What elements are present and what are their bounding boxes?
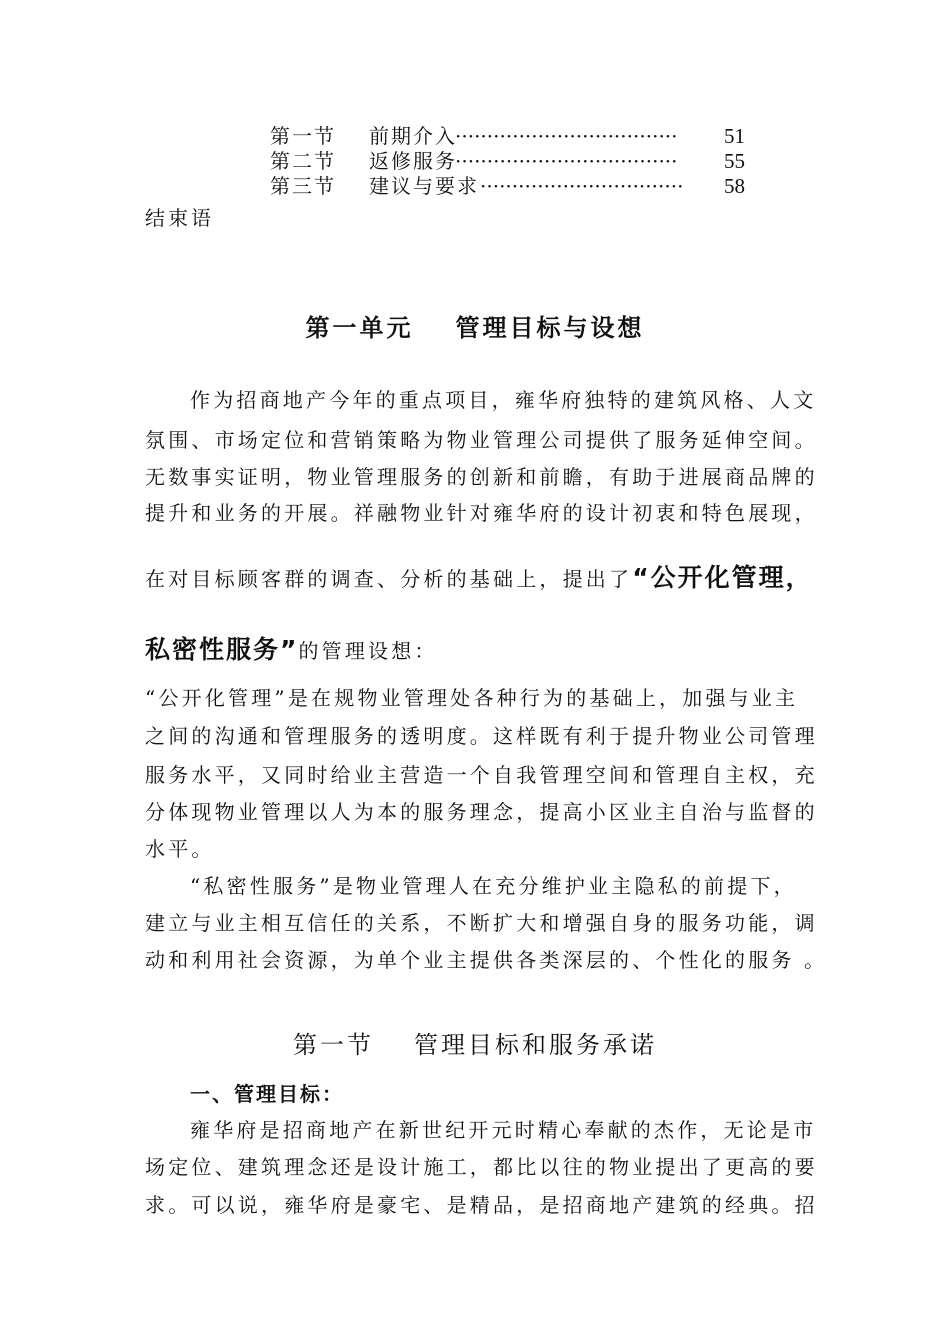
subheading: 一、管理目标： — [190, 1082, 344, 1106]
toc-entry — [0, 124, 950, 148]
paragraph-line — [145, 630, 438, 666]
toc-entry — [0, 149, 950, 173]
toc-leader-dots: ··································· — [455, 124, 678, 148]
paragraph-line: 分体现物业管理以人为本的服务理念，提高小区业主自治与监督的 — [145, 800, 818, 824]
paragraph-line: 无数事实证明，物业管理服务的创新和前瞻，有助于进展商品牌的 — [145, 465, 818, 489]
motto-bold-text: “公开化管理， — [632, 563, 813, 592]
toc-section-number: 第一节 — [270, 124, 336, 148]
closing-remarks-label: 结束语 — [145, 206, 214, 230]
toc-entry — [0, 174, 950, 198]
paragraph-line: “公开化管理”是在规物业管理处各种行为的基础上，加强与业主 — [145, 686, 799, 710]
toc-page-number: 51 — [724, 124, 745, 148]
paragraph-line: 作为招商地产今年的重点项目，雍华府独特的建筑风格、人文 — [190, 388, 817, 412]
unit-title: 管理目标与设想 — [455, 314, 645, 342]
paragraph-line: “私密性服务”是物业管理人在充分维护业主隐私的前提下， — [190, 874, 797, 898]
toc-section-number: 第三节 — [270, 174, 336, 198]
toc-page-number: 58 — [724, 174, 745, 198]
paragraph-line: 雍华府是招商地产在新世纪开元时精心奉献的杰作，无论是市 — [190, 1118, 817, 1142]
section-heading — [0, 1025, 950, 1060]
paragraph-line: 提升和业务的开展。祥融物业针对雍华府的设计初衷和特色展现， — [145, 501, 818, 525]
toc-section-title: 前期介入 — [369, 124, 457, 148]
paragraph-text: 的管理设想： — [298, 639, 438, 663]
toc-leader-dots: ································ — [480, 174, 684, 198]
toc-section-title: 建议与要求 — [369, 174, 479, 198]
paragraph-line: 求。可以说，雍华府是豪宅、是精品，是招商地产建筑的经典。招 — [145, 1193, 818, 1217]
section-number: 第一节 — [293, 1031, 374, 1059]
paragraph-line — [145, 558, 813, 594]
toc-page-number: 55 — [724, 149, 745, 173]
section-title: 管理目标和服务承诺 — [414, 1031, 657, 1059]
paragraph-line: 动和利用社会资源，为单个业主提供各类深层的、个性化的服务 。 — [145, 948, 828, 972]
paragraph-line: 水平。 — [145, 837, 215, 861]
toc-leader-dots: ··································· — [455, 149, 678, 173]
paragraph-line: 场定位、建筑理念还是设计施工，都比以往的物业提出了更高的要 — [145, 1155, 818, 1179]
paragraph-line: 之间的沟通和管理服务的透明度。这样既有利于提升物业公司管理 — [145, 724, 818, 748]
unit-heading — [0, 308, 950, 343]
paragraph-text: 在对目标顾客群的调查、分析的基础上，提出了 — [145, 567, 633, 591]
paragraph-line: 服务水平，又同时给业主营造一个自我管理空间和管理自主权，充 — [145, 763, 818, 787]
toc-section-number: 第二节 — [270, 149, 336, 173]
motto-bold-text: 私密性服务” — [145, 635, 299, 664]
paragraph-line: 建立与业主相互信任的关系，不断扩大和增强自身的服务功能，调 — [145, 911, 818, 935]
unit-number: 第一单元 — [305, 314, 414, 342]
paragraph-line: 氛围、市场定位和营销策略为物业管理公司提供了服务延伸空间。 — [145, 428, 818, 452]
toc-section-title: 返修服务 — [369, 149, 457, 173]
